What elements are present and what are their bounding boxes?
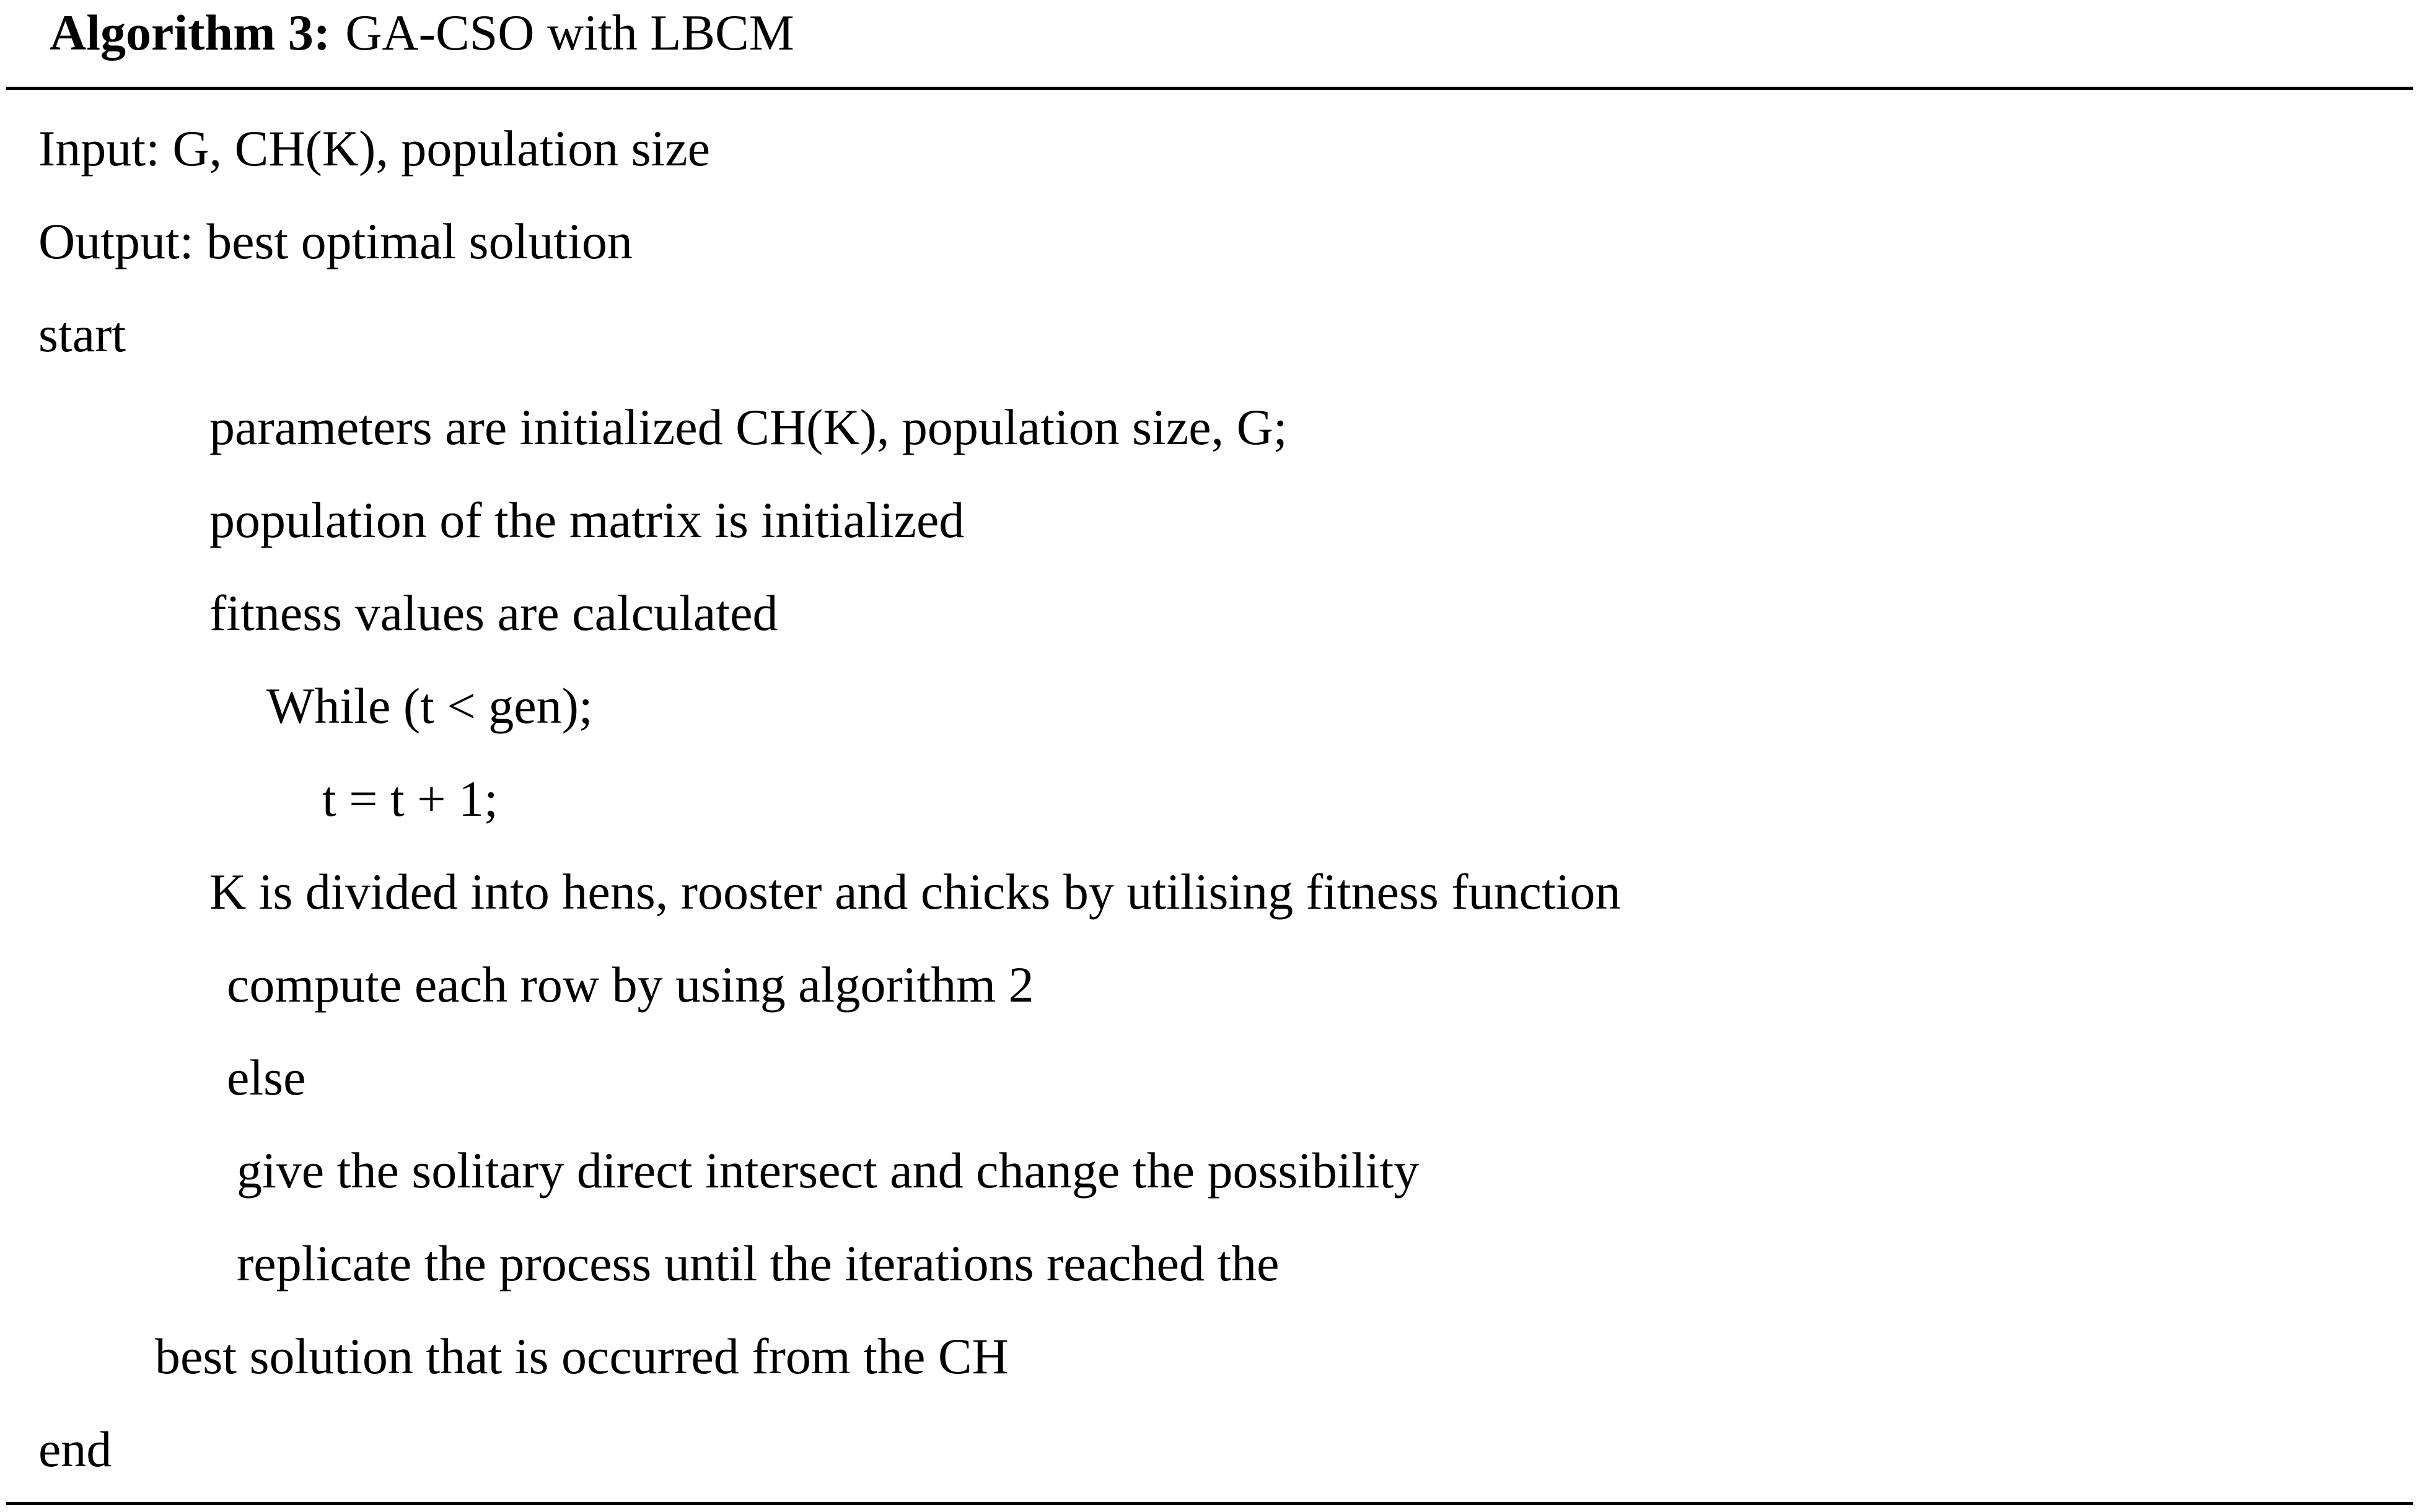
algorithm-line-end: end [38,1421,112,1477]
bottom-rule [6,1502,2413,1505]
algorithm-line-init-population: population of the matrix is initialized [209,492,965,548]
algorithm-line-init-params: parameters are initialized CH(K), population size, G; [209,399,1288,455]
algorithm-line-compute: compute each row by using algorithm 2 [227,956,1034,1013]
algorithm-label: Algorithm 3: [50,4,331,61]
algorithm-line-input: Input: G, CH(K), population size [38,120,711,177]
top-rule [6,87,2413,90]
algorithm-line-best-solution: best solution that is occurred from the CH [155,1328,1009,1384]
algorithm-line-else: else [227,1049,306,1106]
algorithm-title: GA-CSO with LBCM [345,4,794,61]
algorithm-line-replicate: replicate the process until the iterations reached the [237,1235,1280,1291]
algorithm-header [50,0,794,87]
algorithm-line-while: While (t < gen); [266,678,593,734]
algorithm-line-output: Output: best optimal solution [38,213,633,269]
algorithm-line-intersect: give the solitary direct intersect and change the possibility [237,1142,1420,1199]
algorithm-line-fitness: fitness values are calculated [209,585,778,641]
algorithm-line-divide: K is divided into hens, rooster and chicks by utilising fitness function [209,863,1621,920]
algorithm-line-start: start [38,306,126,362]
algorithm-line-increment: t = t + 1; [322,771,498,827]
